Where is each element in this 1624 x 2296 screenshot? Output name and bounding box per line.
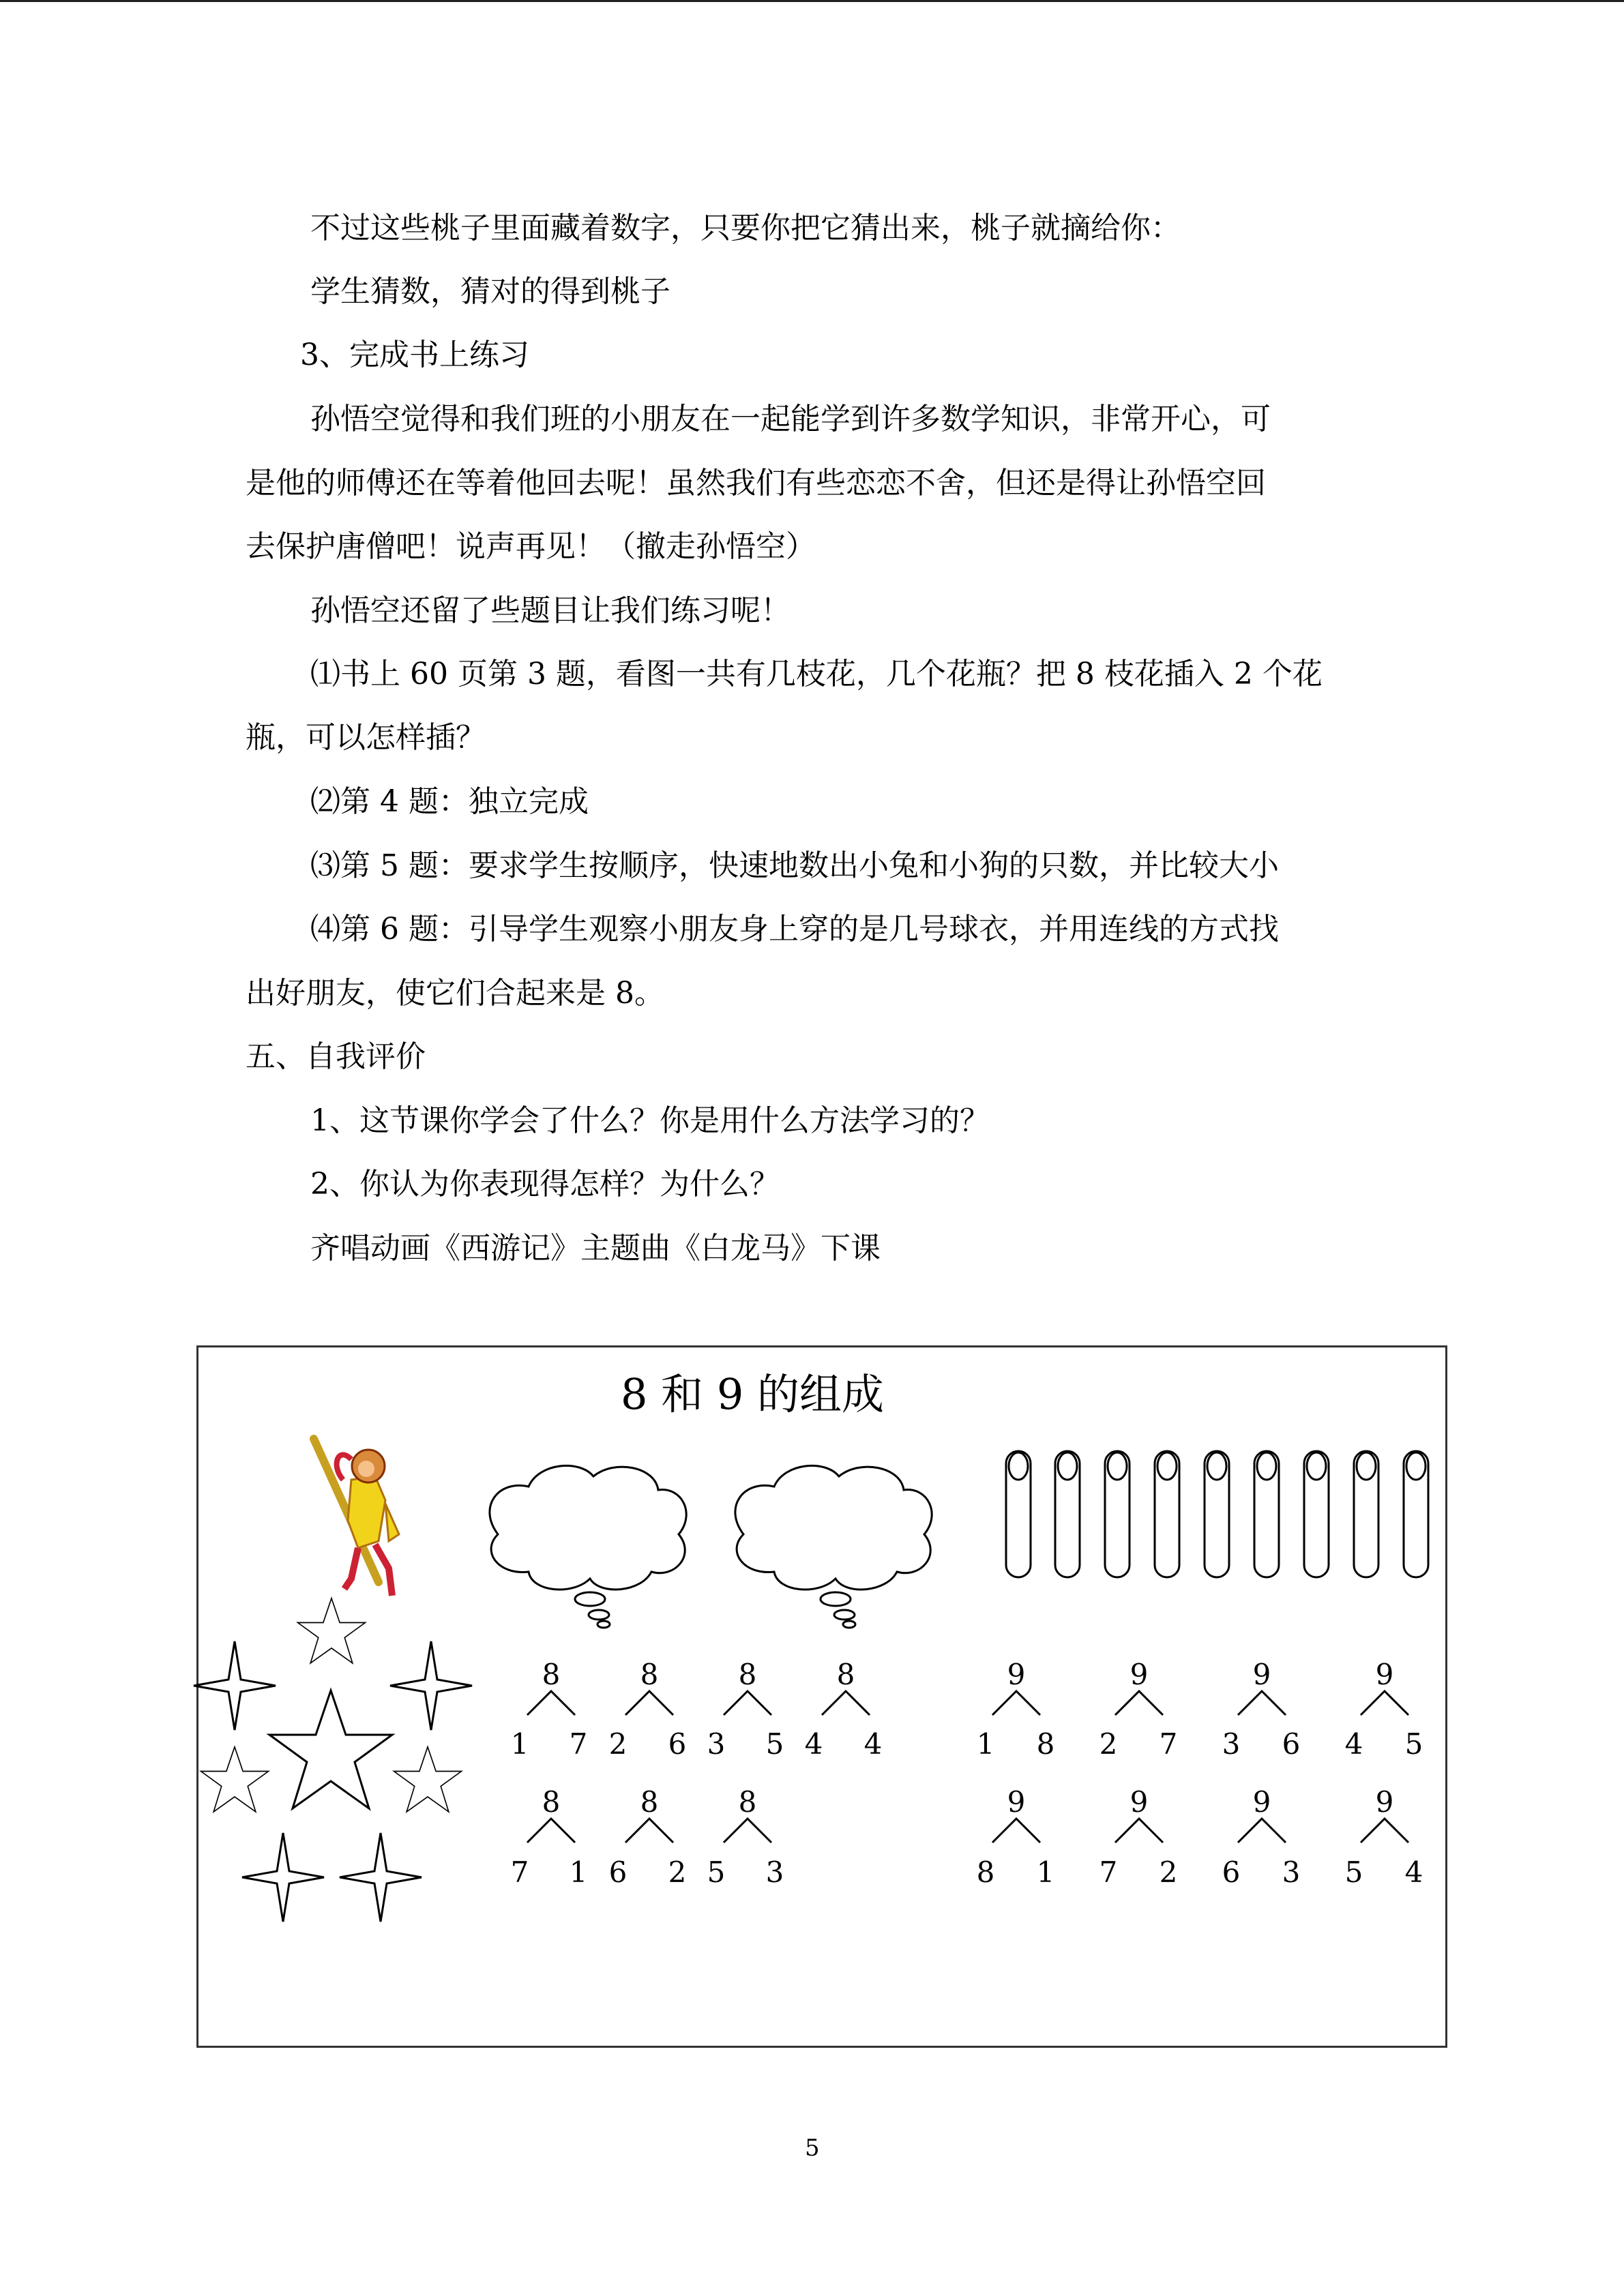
composition-tree [707,1658,784,1761]
paragraph-line: ⑵第 4 题：独立完成 [310,784,589,819]
sparkle-icon [390,1641,472,1730]
tree-top-number: 9 [1252,1658,1271,1691]
sparkle-icon [194,1641,276,1730]
tree-right-number: 2 [668,1855,687,1889]
tree-top-number: 9 [1007,1785,1026,1819]
tree-right-number: 3 [1282,1855,1301,1889]
tree-top-number: 8 [542,1658,561,1691]
tree-left-number: 2 [608,1727,628,1761]
tree-right-number: 1 [1036,1855,1055,1889]
tree-top-number: 9 [1130,1658,1149,1691]
tree-right-number: 5 [1404,1727,1423,1761]
page-number: 5 [805,2134,820,2162]
stick-icon [1006,1451,1031,1577]
monkey-king-icon [314,1439,399,1596]
tree-top-number: 9 [1130,1785,1149,1819]
stick-icon [1105,1451,1130,1577]
section-heading: 3、完成书上练习 [300,338,529,372]
stick-icon [1354,1451,1378,1577]
paragraph-line: ⑶第 5 题：要求学生按顺序，快速地数出小兔和小狗的只数，并比较大小 [310,848,1279,883]
stick-icon [1304,1451,1329,1577]
tree-left-number: 7 [510,1855,529,1889]
tree-top-number: 8 [836,1658,855,1691]
tree-right-number: 6 [668,1727,687,1761]
section-heading: 五、自我评价 [246,1039,426,1074]
composition-tree [977,1785,1055,1889]
sparkle-icon [242,1833,324,1922]
stick-icon [1155,1451,1179,1577]
paragraph-line: 2、你认为你表现得怎样？为什么？ [310,1167,780,1202]
paragraph-line: 去保护唐僧吧！说声再见！（撤走孙悟空） [246,529,816,564]
tree-left-number: 3 [707,1727,726,1761]
tree-top-number: 8 [640,1658,659,1691]
tree-top-number: 9 [1007,1658,1026,1691]
composition-tree [977,1658,1055,1761]
tree-top-number: 9 [1375,1658,1394,1691]
tree-top-number: 8 [640,1785,659,1819]
paragraph-line: 孙悟空还留了些题目让我们练习呢！ [310,593,791,628]
paragraph-line: 瓶，可以怎样插？ [246,720,486,755]
tree-left-number: 6 [1222,1855,1241,1889]
composition-tree [609,1785,687,1889]
tree-left-number: 5 [707,1855,726,1889]
paragraph-line: 学生猜数，猜对的得到桃子 [310,274,670,309]
composition-tree [805,1658,883,1761]
composition-tree [1099,1785,1178,1889]
tree-left-number: 1 [976,1727,995,1761]
number-tree-8 [511,1658,883,1889]
paragraph-line: ⑷第 6 题：引导学生观察小朋友身上穿的是几号球衣，并用连线的方式找 [310,912,1279,946]
paragraph-line: 齐唱动画《西游记》主题曲《白龙马》下课 [310,1231,881,1266]
star-icon [394,1747,462,1812]
composition-tree [1099,1658,1178,1761]
star-icon [269,1690,392,1808]
paragraph-line: 1、这节课你学会了什么？你是用什么方法学习的？ [310,1103,990,1138]
number-tree-9 [977,1658,1423,1889]
stick-icon [1404,1451,1428,1577]
tree-right-number: 2 [1159,1855,1178,1889]
tree-left-number: 1 [510,1727,529,1761]
tree-top-number: 8 [542,1785,561,1819]
tree-left-number: 2 [1099,1727,1118,1761]
composition-tree [707,1785,784,1889]
tree-top-number: 8 [738,1658,757,1691]
composition-tree [1222,1785,1301,1889]
tree-top-number: 8 [738,1785,757,1819]
composition-tree [1345,1658,1423,1761]
figure-title: 8 和 9 的组成 [621,1369,885,1419]
paragraph-line: 是他的师傅还在等着他回去呢！虽然我们有些恋恋不舍，但还是得让孙悟空回 [246,466,1266,501]
tree-left-number: 5 [1344,1855,1363,1889]
tree-left-number: 3 [1222,1727,1241,1761]
tree-right-number: 7 [1159,1727,1178,1761]
tree-left-number: 4 [804,1727,823,1761]
star-icon [298,1598,366,1663]
paragraph-line: 孙悟空觉得和我们班的小朋友在一起能学到许多数学知识，非常开心，可 [310,402,1271,436]
tree-right-number: 3 [765,1855,784,1889]
paragraph-line: 不过这些桃子里面藏着数字，只要你把它猜出来，桃子就摘给你： [310,211,1181,245]
composition-tree [609,1658,687,1761]
tree-right-number: 1 [569,1855,588,1889]
stick-icon [1055,1451,1080,1577]
tree-top-number: 9 [1375,1785,1394,1819]
tree-left-number: 4 [1344,1727,1363,1761]
tree-right-number: 4 [1404,1855,1423,1889]
star-icon [201,1747,269,1812]
composition-tree [511,1658,588,1761]
tree-right-number: 7 [569,1727,588,1761]
paragraph-line: ⑴书上 60 页第 3 题，看图一共有几枝花，几个花瓶？把 8 枝花插入 2 个花 [310,657,1323,691]
tree-right-number: 5 [765,1727,784,1761]
tree-left-number: 6 [608,1855,628,1889]
tree-left-number: 8 [976,1855,995,1889]
composition-tree [1222,1658,1301,1761]
paragraph-line: 出好朋友，使它们合起来是 8。 [246,976,664,1011]
tree-right-number: 8 [1036,1727,1055,1761]
tree-right-number: 6 [1282,1727,1301,1761]
sparkle-icon [340,1833,422,1922]
thought-cloud-icon [735,1465,932,1628]
stick-icon [1254,1451,1279,1577]
thought-cloud-icon [490,1465,686,1628]
stick-icon [1205,1451,1229,1577]
tree-left-number: 7 [1099,1855,1118,1889]
composition-tree [511,1785,588,1889]
tree-right-number: 4 [863,1727,883,1761]
tree-top-number: 9 [1252,1785,1271,1819]
composition-tree [1345,1785,1423,1889]
